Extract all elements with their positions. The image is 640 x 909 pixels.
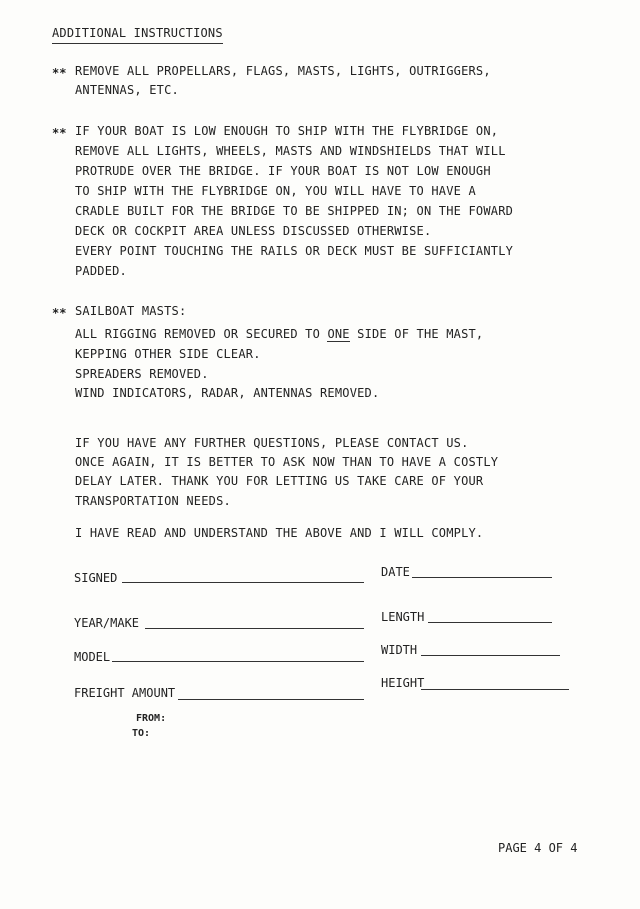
length-field[interactable]	[428, 622, 552, 623]
page-number: PAGE 4 OF 4	[498, 841, 578, 855]
height-label: HEIGHT	[381, 676, 425, 690]
from-label: FROM:	[136, 713, 167, 724]
year-make-label: YEAR/MAKE	[74, 616, 140, 630]
bullet-2-line-8: PADDED.	[75, 264, 127, 278]
year-make-field[interactable]	[145, 628, 364, 629]
bullet-2-line-1: IF YOUR BOAT IS LOW ENOUGH TO SHIP WITH THE FLYBRIDGE ON,	[75, 124, 499, 138]
sailboat-line-2: KEPPING OTHER SIDE CLEAR.	[75, 347, 261, 361]
to-label: TO:	[132, 728, 151, 739]
signed-field[interactable]	[122, 582, 364, 583]
bullet-marker: **	[52, 126, 67, 140]
date-field[interactable]	[412, 577, 552, 578]
bullet-2-line-3: PROTRUDE OVER THE BRIDGE. IF YOUR BOAT IS NOT LOW ENOUGH	[75, 164, 491, 178]
bullet-marker: **	[52, 306, 67, 320]
bullet-2-line-6: DECK OR COCKPIT AREA UNLESS DISCUSSED OTHERWISE.	[75, 224, 432, 238]
closing-line-4: TRANSPORTATION NEEDS.	[75, 494, 231, 508]
freight-amount-field[interactable]	[178, 699, 364, 700]
sailboat-line-4: WIND INDICATORS, RADAR, ANTENNAS REMOVED.	[75, 386, 380, 400]
section-heading: ADDITIONAL INSTRUCTIONS	[52, 24, 223, 44]
height-field[interactable]	[421, 689, 569, 690]
length-label: LENGTH	[381, 610, 425, 624]
closing-line-3: DELAY LATER. THANK YOU FOR LETTING US TAKE CARE OF YOUR	[75, 474, 484, 488]
bullet-2-line-7: EVERY POINT TOUCHING THE RAILS OR DECK MUST BE SUFFICIANTLY	[75, 244, 514, 258]
model-label: MODEL	[74, 650, 111, 664]
bullet-1-line-1: REMOVE ALL PROPELLARS, FLAGS, MASTS, LIGHTS, OUTRIGGERS,	[75, 64, 491, 78]
model-field[interactable]	[112, 661, 364, 662]
bullet-2-line-4: TO SHIP WITH THE FLYBRIDGE ON, YOU WILL HAVE TO HAVE A	[75, 184, 476, 198]
bullet-marker: **	[52, 66, 67, 80]
width-label: WIDTH	[381, 643, 418, 657]
closing-line-2: ONCE AGAIN, IT IS BETTER TO ASK NOW THAN TO HAVE A COSTLY	[75, 455, 499, 469]
bullet-2-line-2: REMOVE ALL LIGHTS, WHEELS, MASTS AND WINDSHIELDS THAT WILL	[75, 144, 506, 158]
emphasis-one: ONE	[327, 327, 350, 341]
bullet-1-line-2: ANTENNAS, ETC.	[75, 83, 179, 97]
date-label: DATE	[381, 565, 410, 579]
sailboat-heading: SAILBOAT MASTS:	[75, 304, 187, 318]
agreement-statement: I HAVE READ AND UNDERSTAND THE ABOVE AND I WILL COMPLY.	[75, 526, 484, 540]
freight-amount-label: FREIGHT AMOUNT	[74, 686, 176, 700]
bullet-2-line-5: CRADLE BUILT FOR THE BRIDGE TO BE SHIPPED IN; ON THE FOWARD	[75, 204, 514, 218]
sailboat-line-3: SPREADERS REMOVED.	[75, 367, 209, 381]
sailboat-line-1: ALL RIGGING REMOVED OR SECURED TO ONE SIDE OF THE MAST,	[75, 327, 484, 341]
closing-line-1: IF YOU HAVE ANY FURTHER QUESTIONS, PLEASE CONTACT US.	[75, 436, 469, 450]
signed-label: SIGNED	[74, 571, 118, 585]
width-field[interactable]	[421, 655, 560, 656]
